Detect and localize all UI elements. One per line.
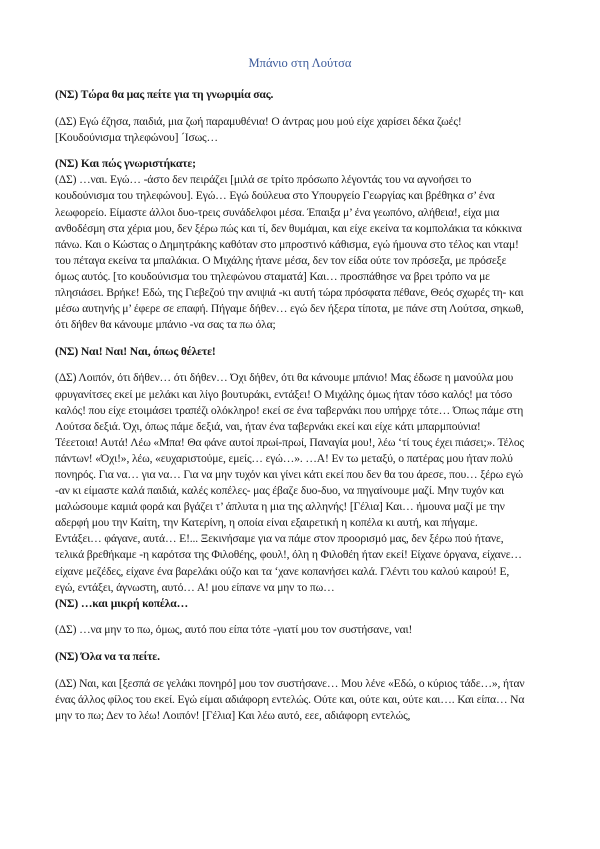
document-body <box>55 87 525 724</box>
question-paragraph: (ΝΣ) Και πώς γνωριστήκατε; <box>55 157 196 171</box>
answer-paragraph: (ΔΣ) Ναι, και [ξεσπά σε γελάκι πονηρό] μου τον συστήσανε… Μου λένε «Εδώ, ο κύριος τάδε…», ήταν ένας άλλος φίλος του εκεί. Εγώ είμαι αδιάφορη εντελώς. Ούτε και, ούτε και, ούτε και…. Και είπα… Να μην το πω; Δεν το λέω! Λοιπόν! [Γέλια] Και λέω αυτό, εεε, αδιάφορη εντελώς, <box>55 676 525 722</box>
answer-paragraph: (ΔΣ) Λοιπόν, ότι δήθεν… ότι δήθεν… Όχι δήθεν, ότι θα κάνουμε μπάνιο! Μας έδωσε η μανούλα μου φρυγανίτσες εκεί με μελάκι και λίγο βουτυράκι, εντάξει! Ο Μιχάλης όμως ήταν τόσο καλός! μα τόσο καλός! που είχε ετοιμάσει τραπέζι ολόκληρο! εκεί σε ένα ταβερνάκι που υπήρχε τότε… Όπως πάμε στη Λούτσα δεξιά. Όχι, όπως πάμε δεξιά, ναι, ήταν ένα ταβερνάκι εκεί και είχε κάτι μπαρμπούνια! Τέεετοια! Αυτά! Λέω «Μπα! Θα φάνε αυτοί πρωί-πρωί, Παναγία μου!, λέω ‘τί τους έχει πιάσει;». Τέλος πάντων! «Όχι!», λέω, «ευχαριστούμε, εμείς… εγώ…». …Α! Εν τω μεταξύ, ο πατέρας μου ήταν πολύ πονηρός. Για να… για να… Για να μην τυχόν και γίνει κάτι εκεί που δεν θα του άρεσε, που… ξέρω εγώ -αν κι είμαστε καλά παιδιά, καλές κοπέλες- μας έβαζε δυο-δυο, να πηγαίνουμε μαζί. Μην τυχόν και μαλώσουμε καμιά φορά και βγάζει τ’ άπλυτα η μια της αλληνής! [Γέλια] Και… ήμουνα μαζί με την αδερφή μου την Καίτη, την Κατερίνη, η οποία είναι εξαιρετική η κοπέλα κι αυτή, και πήγαμε. Εντάξει… φάγανε, αυτά… Ε!... Ξεκινήσαμε για να πάμε στον προορισμό μας, δεν ξέρω πού ήτανε, τελικά βρεθήκαμε -η καρότσα της Φιλοθέης, φουλ!, όλη η Φιλοθέη ήταν εκεί! Είχανε όργανα, είχανε… είχανε μεζέδες, είχανε ένα βαρελάκι ούζο και τα ‘χανε κοπανήσει καλά. Γλέντι του καλού καιρού! Ε, εγώ, εντάξει, άγνωστη, αυτό… Α! μου είπανε να μην το πω… <box>55 371 524 594</box>
question-paragraph: (ΝΣ) Όλα να τα πείτε. <box>55 649 160 663</box>
answer-paragraph: (ΔΣ) …να μην το πω, όμως, αυτό που είπα τότε -γιατί μου τον συστήσανε, ναι! <box>55 623 413 637</box>
question-paragraph: (ΝΣ) Ναι! Ναι! Ναι, όπως θέλετε! <box>55 344 216 358</box>
question-paragraph: (ΝΣ) …και μικρή κοπέλα… <box>55 596 189 610</box>
question-paragraph: (ΝΣ) Τώρα θα μας πείτε για τη γνωριμία σας. <box>55 88 274 101</box>
answer-paragraph: (ΔΣ) …ναι. Εγώ… -άστο δεν πειράζει [μιλά σε τρίτο πρόσωπο λέγοντάς του να αγνοήσει το κουδούνισμα του τηλεφώνου]. Εγώ… Εγώ δούλευα στο Υπουργείο Γεωργίας και βρέθηκα σ’ ένα λεωφορείο. Είμαστε άλλοι δυο-τρεις συνάδελφοι μέσα. Έπαιξα μ’ ένα γεωπόνο, αλήθεια!, είχα μια ανθοδέσμη στα χέρια μου, δεν ξέρω πώς και τί, δεν θυμάμαι, και είχε εκείνα τα κομπολάκια τα κόκκινα πάνω. Και ο Κώστας ο Δημητράκης καθόταν στο μπροστινό κάθισμα, εγώ ήμουνα στο τέλος και νταμ! του πέταγα εκείνα τα μπαλάκια. Ο Μιχάλης ήτανε μέσα, δεν τον είδα ούτε τον πρόσεξα, με πρόσεξε όμως αυτός. [το κουδούνισμα του τηλεφώνου σταματά] Και… προσπάθησε να βρει τρόπο να με πλησιάσει. Βρήκε! Εδώ, της Γιεβεζού την ανιψιά -κι αυτή τώρα πρόσφατα πέθανε, Θεός σχωρές τη- και μέσω αυτηνής μ’ έφερε σε επαφή. Πήγαμε δήθεν… εγώ δεν ήξερα τίποτα, με πάνε στη Λούτσα, σηκωθ, ότι δήθεν θα κάνουμε μπάνιο -να σας τα πω όλα; <box>55 173 524 332</box>
document-title: Μπάνιο στη Λούτσα <box>248 56 352 70</box>
answer-paragraph: (ΔΣ) Εγώ έζησα, παιδιά, μια ζωή παραμυθένια! Ο άντρας μου μού είχε χαρίσει δέκα ζωές! [Κουδούνισμα τηλεφώνου] ´Ισως… <box>55 114 462 144</box>
